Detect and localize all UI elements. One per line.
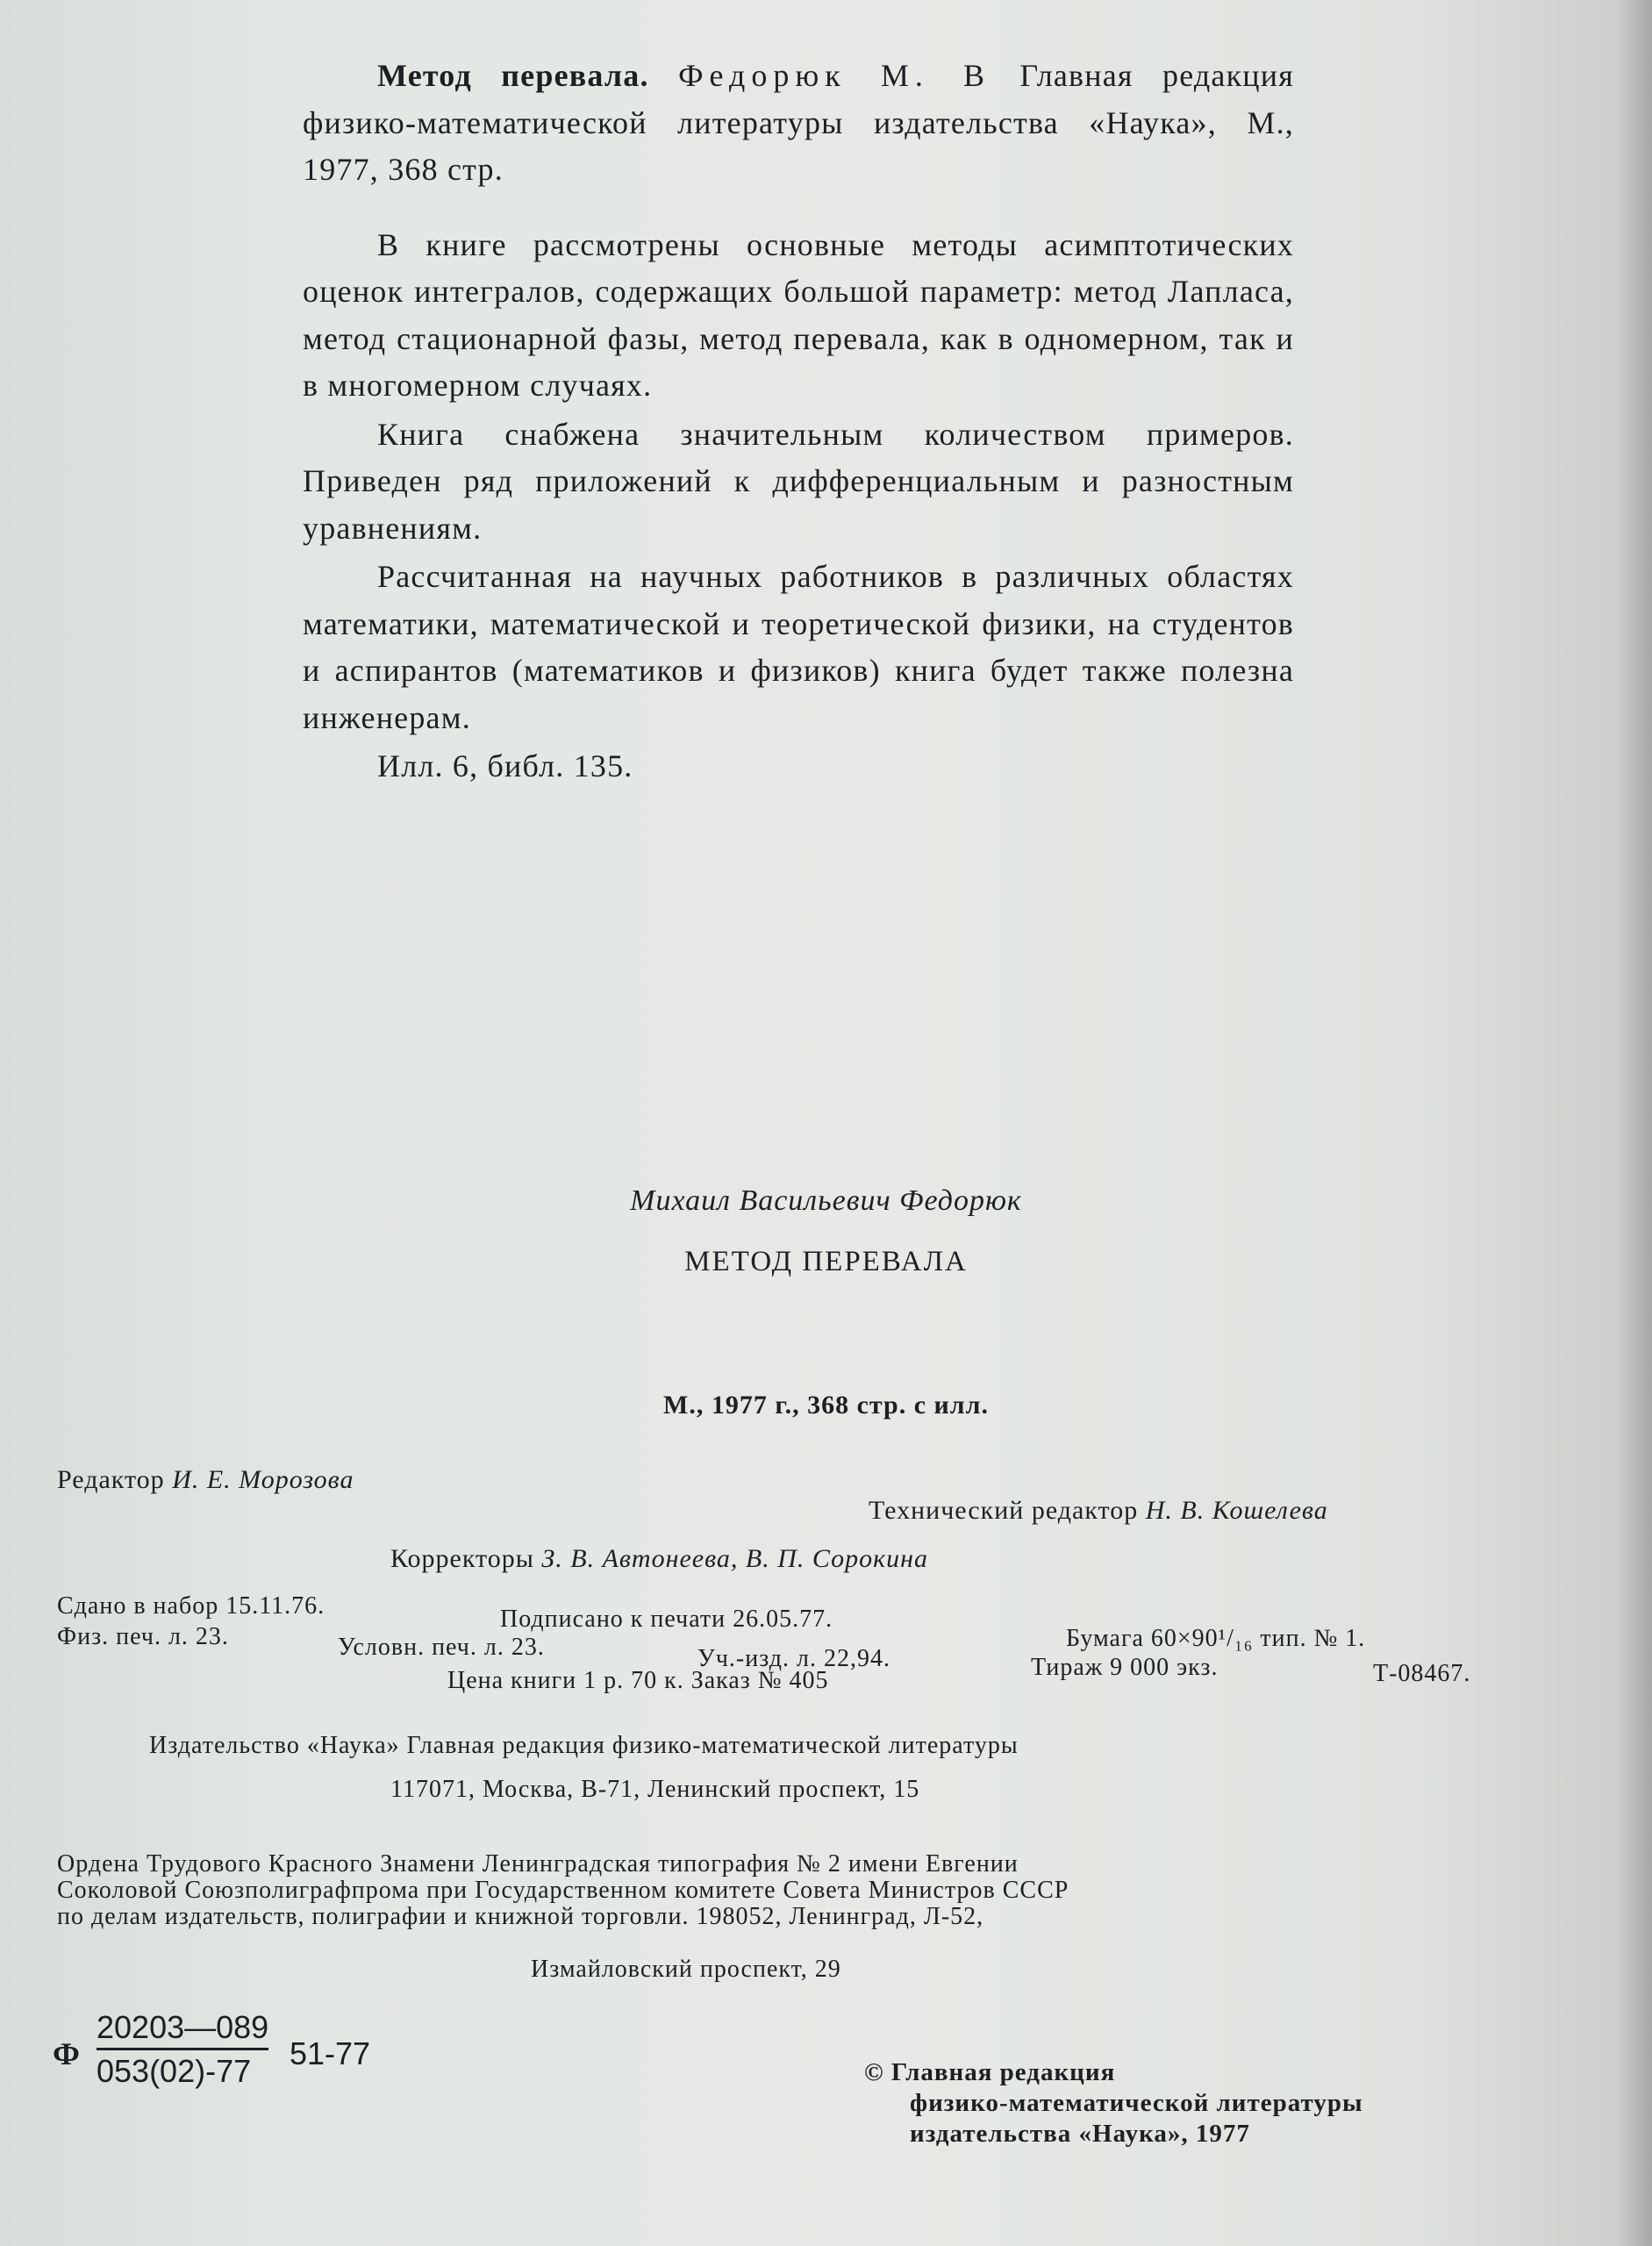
publisher-line-1: Издательство «Наука» Главная редакция физико-математической литературы <box>149 1732 1019 1759</box>
imprint-pub-sheets: Уч.-изд. л. 22,94. <box>697 1645 890 1672</box>
copyright-line-2: физико-математической литературы <box>910 2089 1363 2117</box>
imprint-phys-sheets: Физ. печ. л. 23. <box>57 1623 229 1650</box>
tech-editor-label: Технический редактор <box>869 1496 1139 1525</box>
citation-title: Метод перевала. <box>377 58 649 93</box>
book-title: МЕТОД ПЕРЕВАЛА <box>684 1246 968 1277</box>
editor-credit <box>57 1465 354 1495</box>
tech-editor-credit <box>869 1496 1328 1526</box>
author-full-name: Михаил Васильевич Федорюк <box>630 1184 1022 1217</box>
imprint-signed-date: Подписано к печати 26.05.77. <box>500 1606 833 1633</box>
index-numerator: 20203—089 <box>97 2009 268 2050</box>
abstract-paragraph-3: Рассчитанная на научных работников в различных областях математики, математической и теоретической физики, на студентов и аспирантов (математиков и физиков) книга будет также полезна инженерам. <box>303 559 1294 735</box>
proofreaders-label: Корректоры <box>390 1544 534 1573</box>
abstract-illustrations: Илл. 6, библ. 135. <box>377 748 633 783</box>
copyright-line-3: издательства «Наука», 1977 <box>910 2120 1250 2148</box>
abstract-paragraph-2: Книга снабжена значительным количеством примеров. Приведен ряд приложений к дифференциальным и разностным уравнениям. <box>303 416 1294 546</box>
index-letter: Ф <box>53 2036 80 2071</box>
index-denominator: 053(02)-77 <box>97 2053 252 2089</box>
citation-author: Федорюк М. В <box>678 58 991 93</box>
page-edge-shadow <box>1617 0 1652 2246</box>
abstract-block <box>303 53 1294 790</box>
proofreaders-credit <box>390 1544 928 1574</box>
editor-label: Редактор <box>57 1465 165 1494</box>
printer-line-1: Ордена Трудового Красного Знамени Ленинградская типография № 2 имени Евгении <box>57 1850 1019 1878</box>
imprint-print-run: Тираж 9 000 экз. <box>1031 1654 1219 1681</box>
tech-editor-name: Н. В. Кошелева <box>1145 1496 1328 1525</box>
printer-line-2: Соколовой Союзполиграфпрома при Государственном комитете Совета Министров СССР <box>57 1877 1069 1904</box>
publisher-line-2: 117071, Москва, В-71, Ленинский проспект, 15 <box>390 1776 920 1803</box>
imprint-code: Т-08467. <box>1373 1660 1471 1687</box>
publication-line: М., 1977 г., 368 стр. с илл. <box>663 1391 989 1420</box>
proofreaders-names: З. В. Автонеева, В. П. Сорокина <box>541 1544 929 1573</box>
imprint-cond-sheets: Условн. печ. л. 23. <box>338 1634 545 1661</box>
abstract-paragraph-1: В книге рассмотрены основные методы асимптотических оценок интегралов, содержащих большой параметр: метод Лапласа, метод стационарной фазы, метод перевала, как в одномерном, так и в многомерном случаях. <box>303 226 1294 403</box>
imprint-paper: Бумага 60×90¹/₁₆ тип. № 1. <box>1066 1625 1366 1652</box>
printer-line-3: по делам издательств, полиграфии и книжной торговли. 198052, Ленинград, Л-52, <box>57 1903 984 1930</box>
imprint-price-order: Цена книги 1 р. 70 к. Заказ № 405 <box>447 1667 829 1694</box>
printer-line-4: Измайловский проспект, 29 <box>531 1956 841 1983</box>
citation-rest: Главная редакция физико-математической литературы издательства «Наука», М., 1977, 368 стр. <box>303 58 1294 187</box>
copyright-line-1: © Главная редакция <box>864 2058 1116 2086</box>
copyright-block <box>864 2057 1363 2149</box>
imprint-typeset-date: Сдано в набор 15.11.76. <box>57 1592 325 1620</box>
editor-name: И. Е. Морозова <box>172 1465 354 1494</box>
index-code: 51-77 <box>290 2035 371 2071</box>
abstract-citation <box>303 53 1294 194</box>
